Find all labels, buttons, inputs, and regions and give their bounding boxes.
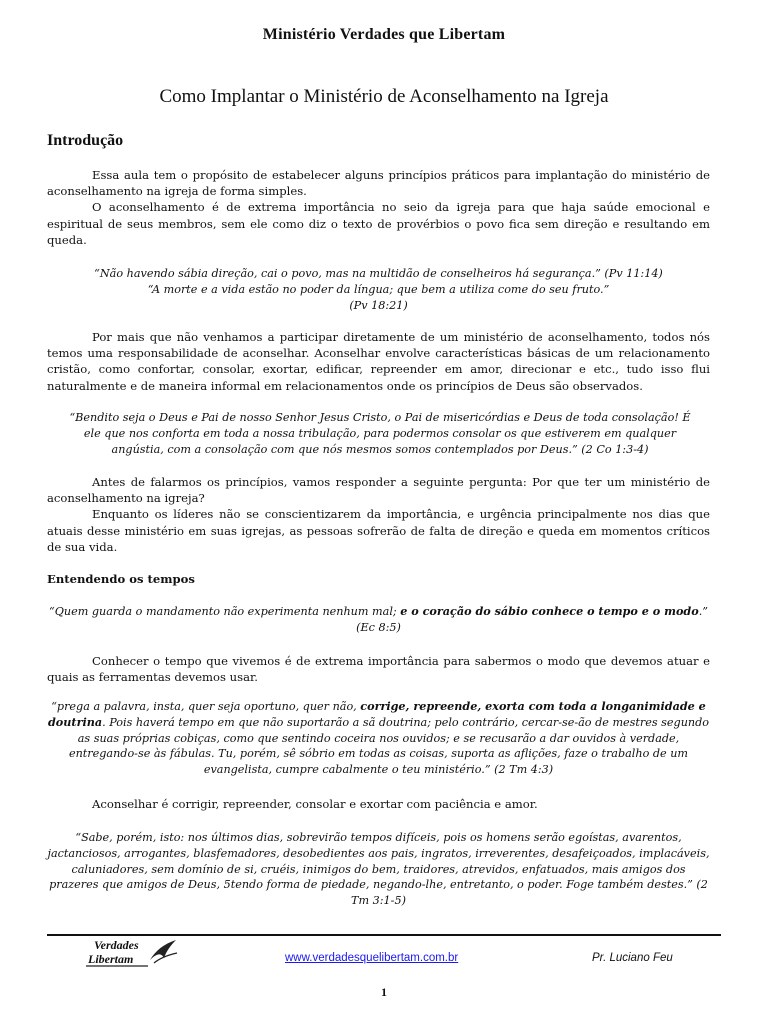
quote-timothy-3-text: “Sabe, porém, isto: nos últimos dias, sobrevirão tempos difíceis, pois os homens serão egoístas, avarentos, jactanciosos, arrogantes, blasfemadores, desobedientes aos pais, ingratos, irreverentes, desafeiçoados, implacáveis, caluniadores, sem domínio de si, cruéis, inimigos do bem, traidores, atrevidos, enfatuados, mais amigos dos prazeres que amigos de Deus, 5tendo forma de piedade, negando-lhe, entretanto, o poder. Foge também destes.” (2 Tm 3:1-5) [47,831,710,908]
verdades-libertam-logo [84,936,180,970]
document-title: Como Implantar o Ministério de Aconselhamento na Igreja [159,86,609,107]
intro-paragraph-1: Essa aula tem o propósito de estabelecer alguns princípios práticos para implantação do ministério de aconselhamento na igreja de forma simples. [47,168,710,199]
times-heading: Entendendo os tempos [47,572,195,586]
quote-timothy-4-part-1: “prega a palavra, insta, quer seja oportuno, quer não, [51,700,361,713]
quote-timothy-3 [47,830,710,909]
intro-section [47,167,710,248]
intro-heading: Introdução [47,132,124,149]
quote-ecclesiastes-ref: (Ec 8:5) [356,620,401,634]
quote-ecclesiastes-part-1: “Quem guarda o mandamento não experimenta nenhum mal; [49,605,401,618]
quote-timothy-4-text [47,699,710,778]
quote-ecclesiastes-text [47,604,710,620]
quote-timothy-4 [47,699,710,778]
header-title: Ministério Verdades que Libertam [262,26,506,43]
logo-line-1: Verdades [94,938,139,952]
page-number: 1 [381,985,387,999]
intro-paragraph-2: O aconselhamento é de extrema importância no seio da igreja para que haja saúde emocional e espiritual de seus membros, sem ele como diz o texto de provérbios o povo fica sem direção e resultando em queda. [47,200,710,247]
quote-corinthians-text: “Bendito seja o Deus e Pai de nosso Senhor Jesus Cristo, o Pai de misericórdias e Deus de toda consolação! É ele que nos conforta em toda a nossa tribulação, para podermos consolar os que estiverem em qualquer angústia, com a consolação com que nós mesmos somos contemplados por Deus.” (2 Co 1:3-4) [69,411,691,456]
logo-line-2: Libertam [88,952,134,966]
quote-ecclesiastes [47,604,710,636]
quote-proverbs-line-1: “Não havendo sábia direção, cai o povo, mas na multidão de conselheiros há segurança.” (Pv 11:14) [94,267,663,280]
quote-proverbs-ref: (Pv 18:21) [349,298,408,312]
quote-proverbs [47,266,710,313]
responsibility-paragraph: Por mais que não venhamos a participar diretamente de um ministério de aconselhamento, todos nós temos uma responsabilidade de aconselhar. Aconselhar envolve características básicas de um relacionamento cristão, como confortar, consolar, exortar, edificar, repreender em amor, direcionar e etc., tudo isso flui naturalmente e de maneira informal em relacionamentos onde os princípios de Deus são observados. [47,330,710,393]
counsel-paragraph: Aconselhar é corrigir, repreender, consolar e exortar com paciência e amor. [92,797,538,811]
quote-ecclesiastes-emphasis: e o coração do sábio conhece o tempo e o modo [400,604,699,618]
counsel-section [47,796,710,812]
quote-corinthians [60,410,700,457]
quote-timothy-4-part-3: . Pois haverá tempo em que não suportarão a sã doutrina; pelo contrário, cercar-se-ão de mestres segundo as suas próprias cobiças, como que sentindo coceira nos ouvidos; e se recusarão a dar ouvidos à verdade, entregando-se às fábulas. Tu, porém, sê sóbrio em todas as coisas, suporta as aflições, faze o trabalho de um evangelista, cumpre cabalmente o teu ministério.” (2 Tm 4:3) [68,715,710,777]
leaders-paragraph: Enquanto os líderes não se conscientizarem da importância, e urgência principalmente nos dias que atuais desse ministério em suas igrejas, as pessoas sofrerão de falta de direção e queda em momentos críticos de sua vida. [47,507,710,554]
question-paragraph: Antes de falarmos os princípios, vamos responder a seguinte pergunta: Por que ter um ministério de aconselhamento na igreja? [47,475,710,506]
times-section [47,653,710,685]
question-section [47,474,710,555]
quote-timothy-4-emphasis: corrige, repreende, exorta com toda a longanimidade e doutrina [47,699,706,729]
website-link[interactable]: www.verdadesquelibertam.com.br [285,952,459,964]
responsibility-section [47,329,710,394]
times-paragraph: Conhecer o tempo que vivemos é de extrema importância para sabermos o modo que devemos atuar e quais as ferramentas devemos usar. [47,654,710,685]
author-name: Pr. Luciano Feu [592,952,673,964]
quote-proverbs-line-2: “A morte e a vida estão no poder da língua; que bem a utiliza come do seu fruto.” [147,282,610,296]
quote-ecclesiastes-part-3: .” [698,605,708,618]
